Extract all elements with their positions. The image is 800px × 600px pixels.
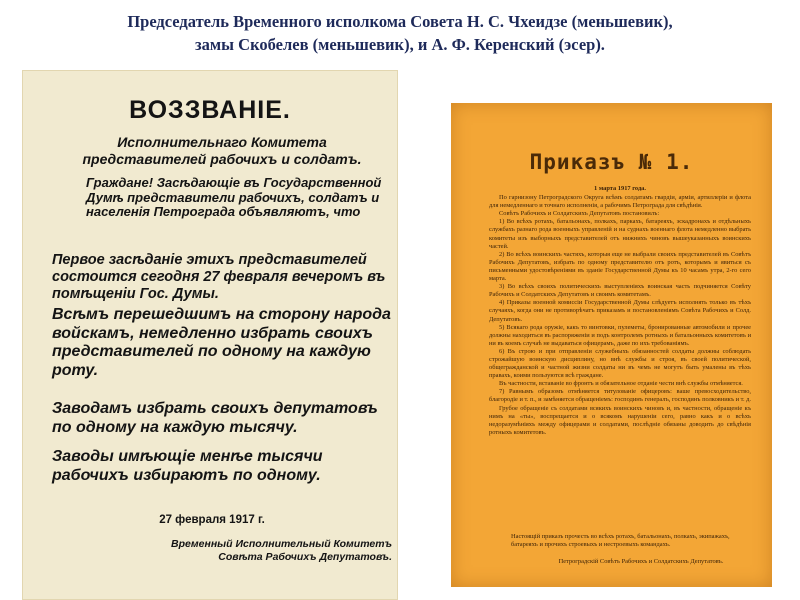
- order-signature: Петроградскій Совѣтъ Рабочихъ и Солдатскихъ Депутатовъ.: [558, 558, 724, 565]
- order-no1-poster: [451, 103, 772, 587]
- order-paragraph: Въ частности, вставаніе во фронтъ и обязательное отданіе чести внѣ службы отмѣняется.: [499, 380, 743, 388]
- order-date: 1 марта 1917 года.: [594, 185, 646, 192]
- appeal-subheading: Исполнительнаго Комитета представителей рабочихъ и солдатъ.: [82, 134, 362, 167]
- appeal-signature-line-2: Совѣта Рабочихъ Депутатовъ.: [218, 551, 392, 563]
- order-paragraph: 3) Во всѣхъ своихъ политическихъ выступленіяхъ воинская часть подчиняется Совѣту Рабочихъ и Солдатскихъ Депутатовъ и своимъ комитетамъ.: [489, 283, 751, 299]
- order-paragraph: Совѣтъ Рабочихъ и Солдатскихъ Депутатовъ постановилъ:: [499, 210, 660, 218]
- appeal-block-troops: Всѣмъ перешедшимъ на сторону народа войскамъ, немедленно избрать своихъ представителей по одному на каждую роту.: [52, 306, 391, 379]
- order-body: [489, 185, 751, 545]
- appeal-heading: ВОЗЗВАНІЕ.: [129, 96, 291, 124]
- slide-title: [0, 10, 800, 56]
- slide-title-line-2: замы Скобелев (меньшевик), и А. Ф. Керенский (эсер).: [195, 35, 605, 54]
- appeal-intro: Граждане! Засѣдающіе въ Государственной Думѣ представители рабочихъ, солдатъ и населенія Петрограда объявляютъ, что: [86, 175, 382, 219]
- appeal-signature-line-1: Временный Исполнительный Комитетъ: [171, 538, 392, 550]
- order-heading: Приказъ № 1.: [529, 150, 694, 174]
- order-paragraph: 4) Приказы военной комиссіи Государственной Думы слѣдуетъ исполнять только въ тѣхъ случаяхъ, когда они не противорѣчатъ приказамъ и постановленіямъ Совѣта Рабочихъ и Солд. Депутатовъ.: [489, 299, 751, 323]
- order-paragraph: По гарнизону Петроградского Округа всѣмъ солдатамъ гвардіи, арміи, артиллеріи и флота для немедленнаго и точнаго исполненія, а рабочимъ Петрограда для свѣдѣнія.: [489, 194, 751, 210]
- appeal-block-first-session: Первое засѣданіе этихъ представителей состоится сегодня 27 февраля вечеромъ въ помѣщеніи Гос. Думы.: [52, 252, 386, 302]
- order-paragraph: 2) Во всѣхъ воинскихъ частяхъ, которыя еще не выбрали своихъ представителей въ Совѣтъ Рабочихъ Депутатовъ, избрать по одному представителю отъ ротъ, которымъ и явиться съ письменными удостовѣреніями въ зданіе Государственной Думы къ 10 часамъ утра, 2-го сего марта.: [489, 250, 751, 283]
- order-paragraph: 7) Равнымъ образомъ отмѣняется титулованіе офицеровъ: ваше превосходительство, благородіе и т. п., и замѣняется обращеніемъ: господинъ генералъ, господинъ полковникъ и т. д.: [489, 388, 751, 404]
- appeal-block-factories: Заводамъ избрать своихъ депутатовъ по одному на каждую тысячу.: [52, 400, 378, 436]
- order-paragraph: 1) Во всѣхъ ротахъ, батальонахъ, полкахъ, паркахъ, батареяхъ, эскадронахъ и отдѣльныхъ службахъ разнаго рода военныхъ управленій и на суднахъ военнаго флота немедленно выбрать комитеты изъ выборныхъ представителей отъ нижнихъ чиновъ вышеуказанныхъ воинскихъ частей.: [489, 218, 751, 250]
- appeal-date: 27 февраля 1917 г.: [159, 514, 265, 526]
- order-paragraph: 6) Въ строю и при отправленіи служебныхъ обязанностей солдаты должны соблюдать строжайшую воинскую дисциплину, но внѣ службы и строя, въ своей политической, общегражданской и частной жизни солдаты ни въ чемъ не могутъ быть умалены въ тѣхъ правахъ, коими пользуются всѣ граждане.: [489, 347, 751, 380]
- order-paragraph: 5) Всякаго рода оружіе, какъ то винтовки, пулеметы, бронированные автомобили и прочее должны находиться въ распоряженіи и подъ контролемъ ротныхъ и батальонныхъ комитетовъ и ни въ коемъ случаѣ не выдаваться офицерамъ, даже по ихъ требованіямъ.: [489, 323, 751, 347]
- appeal-poster: [22, 70, 398, 600]
- order-paragraph: Грубое обращеніе съ солдатами всякихъ воинскихъ чиновъ и, въ частности, обращеніе къ нимъ на «ты», воспрещается и о всякомъ нарушеніи сего, равно какъ и о всѣхъ недоразумѣніяхъ между офицерами и солдатами, послѣдніе обязаны доводить до свѣдѣнія ротныхъ комитетовъ.: [489, 404, 751, 436]
- slide-title-line-1: Председатель Временного исполкома Совета Н. С. Чхеидзе (меньшевик),: [127, 12, 673, 31]
- order-footer: Настоящій приказъ прочесть во всѣхъ ротахъ, батальонахъ, полкахъ, экипажахъ, батареяхъ и прочихъ строевыхъ и нестроевыхъ командахъ.: [511, 533, 730, 549]
- appeal-block-small-factories: Заводы имѣющіе менѣе тысячи рабочихъ избираютъ по одному.: [52, 448, 323, 484]
- appeal-signature: [82, 538, 392, 564]
